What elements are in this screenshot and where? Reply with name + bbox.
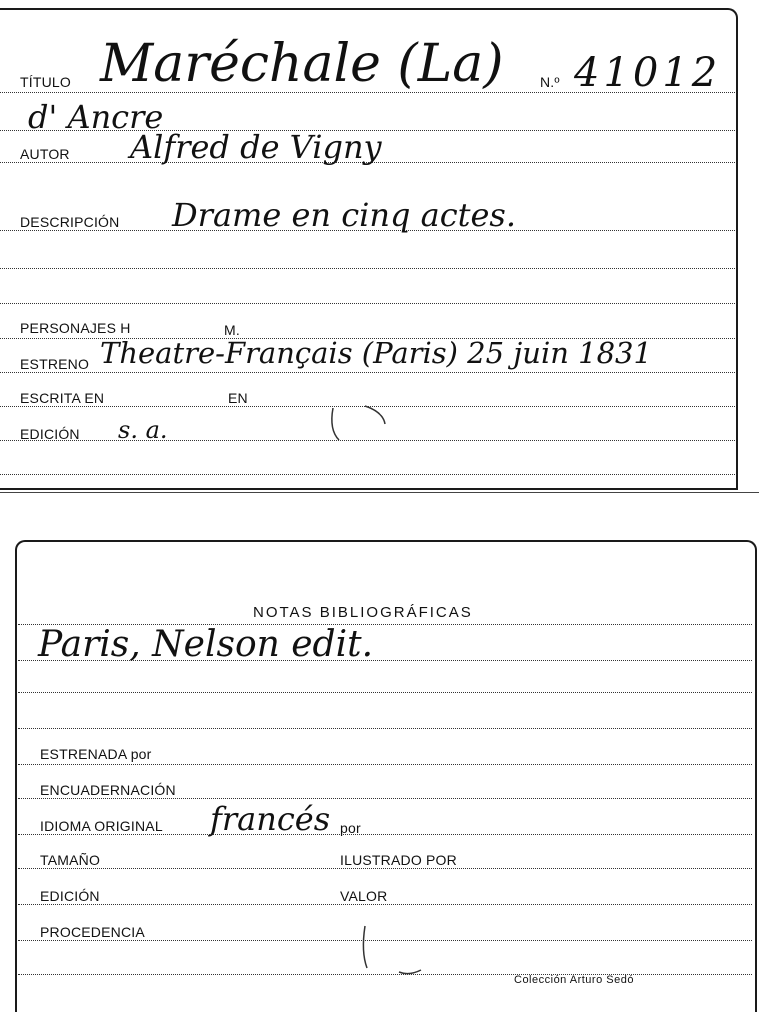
ruled-line — [18, 904, 752, 905]
ruled-line — [18, 834, 752, 835]
punch-hole-mark — [325, 400, 395, 450]
card-separator — [0, 492, 759, 493]
encuadernacion-label: ENCUADERNACIÓN — [40, 782, 176, 798]
titulo-label: TÍTULO — [20, 74, 71, 90]
numero-label: N.º — [540, 74, 560, 90]
descripcion-label: DESCRIPCIÓN — [20, 214, 120, 230]
edicion-handwritten: s. a. — [118, 416, 168, 444]
escrita-en-label: ESCRITA EN — [20, 390, 105, 406]
notes-handwritten: Paris, Nelson edit. — [38, 624, 374, 665]
ruled-line — [18, 692, 752, 693]
ruled-line — [18, 798, 752, 799]
ruled-line — [18, 764, 752, 765]
ruled-line — [0, 303, 735, 304]
titulo-continuation-handwritten: d' Ancre — [28, 98, 164, 136]
descripcion-handwritten: Drame en cinq actes. — [172, 196, 517, 234]
idioma-original-label: IDIOMA ORIGINAL — [40, 818, 163, 834]
ruled-line — [18, 868, 752, 869]
ruled-line — [18, 728, 752, 729]
edicion-back-label: EDICIÓN — [40, 888, 100, 904]
ilustrado-por-label: ILUSTRADO POR — [340, 852, 457, 868]
collection-credit: Colección Arturo Sedó — [514, 974, 634, 986]
notas-bibliograficas-title: NOTAS BIBLIOGRÁFICAS — [253, 604, 473, 621]
por-label: por — [340, 820, 361, 836]
valor-label: VALOR — [340, 888, 388, 904]
en-label: EN — [228, 390, 248, 406]
ruled-line — [0, 372, 735, 373]
personajes-label: PERSONAJES H — [20, 320, 131, 336]
idioma-original-handwritten: francés — [210, 800, 331, 838]
estreno-handwritten: Theatre-Français (Paris) 25 juin 1831 — [100, 336, 652, 370]
personajes-m-label: M. — [224, 322, 240, 338]
tamano-label: TAMAÑO — [40, 852, 101, 868]
autor-handwritten: Alfred de Vigny — [130, 128, 382, 166]
estrenada-por-label: ESTRENADA por — [40, 746, 152, 762]
procedencia-label: PROCEDENCIA — [40, 924, 145, 940]
edicion-label: EDICIÓN — [20, 426, 80, 442]
titulo-handwritten: Maréchale (La) — [100, 34, 504, 94]
autor-label: AUTOR — [20, 146, 70, 162]
numero-handwritten: 41012 — [574, 50, 722, 96]
estreno-label: ESTRENO — [20, 356, 90, 372]
punch-hole-mark — [355, 912, 425, 982]
ruled-line — [0, 474, 735, 475]
ruled-line — [0, 268, 735, 269]
